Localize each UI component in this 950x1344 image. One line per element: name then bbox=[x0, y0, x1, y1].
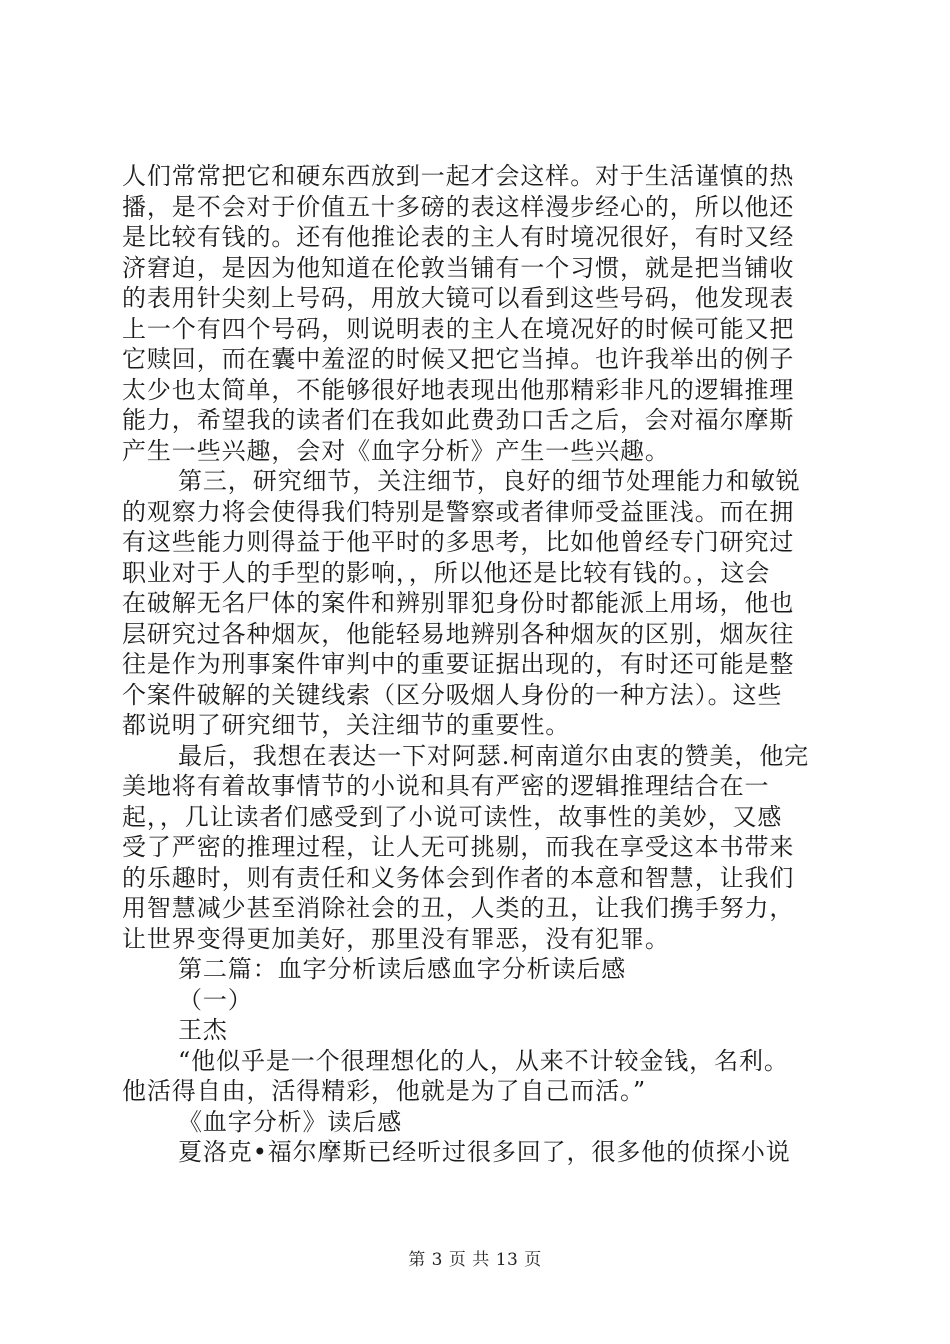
text-line: 他活得自由，活得精彩，他就是为了自己而活。” bbox=[122, 1077, 647, 1105]
text-line: 受了严密的推理过程，让人无可挑剔，而我在享受这本书带来 bbox=[122, 833, 795, 861]
text-line: 是比较有钱的。还有他推论表的主人有时境况很好，有时又经 bbox=[122, 223, 795, 251]
text-line: 能力，希望我的读者们在我如此费劲口舌之后，会对福尔摩斯 bbox=[122, 406, 795, 434]
text-line: 往是作为刑事案件审判中的重要证据出现的，有时还可能是整 bbox=[122, 650, 795, 678]
text-line: 的观察力将会使得我们特别是警察或者律师受益匪浅。而在拥 bbox=[122, 497, 795, 526]
text-line: 播，是不会对于价值五十多磅的表这样漫步经心的，所以他还 bbox=[122, 192, 795, 221]
text-line: 王杰 bbox=[178, 1016, 228, 1044]
text-line: 产生一些兴趣，会对《血字分析》产生一些兴趣。 bbox=[122, 436, 670, 465]
text-line: 有这些能力则得益于他平时的多思考，比如他曾经专门研究过 bbox=[122, 528, 795, 556]
text-line: 在破解无名尸体的案件和辨别罪犯身份时都能派上用场，他也 bbox=[122, 589, 795, 617]
text-line: 太少也太简单，不能够很好地表现出他那精彩非凡的逻辑推理 bbox=[122, 375, 795, 404]
text-line: 人们常常把它和硬东西放到一起才会这样。对于生活谨慎的热 bbox=[122, 162, 795, 190]
text-line: 职业对于人的手型的影响，，所以他还是比较有钱的。，这会 bbox=[122, 558, 771, 587]
text-line: 它赎回，而在囊中羞涩的时候又把它当掉。也许我举出的例子 bbox=[122, 345, 795, 373]
text-line: （一） bbox=[178, 985, 253, 1014]
text-line: 第三，研究细节，关注细节，良好的细节处理能力和敏锐 bbox=[178, 467, 801, 495]
text-line: 用智慧减少甚至消除社会的丑，人类的丑，让我们携手努力， bbox=[122, 894, 795, 922]
page-footer: 第 3 页 共 13 页 bbox=[408, 1250, 542, 1270]
text-line: 最后，我想在表达一下对阿瑟.柯南道尔由衷的赞美，他完 bbox=[178, 741, 810, 770]
text-line: 都说明了研究细节，关注细节的重要性。 bbox=[122, 711, 571, 739]
text-line: 第二篇：血字分析读后感血字分析读后感 bbox=[178, 955, 627, 983]
text-line: 的表用针尖刻上号码，用放大镜可以看到这些号码，他发现表 bbox=[122, 284, 795, 312]
text-line: 《血字分析》读后感 bbox=[178, 1107, 403, 1136]
text-line: 起，，几让读者们感受到了小说可读性，故事性的美妙，又感 bbox=[122, 802, 783, 831]
text-line: 个案件破解的关键线索（区分吸烟人身份的一种方法）。这些 bbox=[122, 680, 783, 709]
text-line: “他似乎是一个很理想化的人，从来不计较金钱，名利。 bbox=[178, 1046, 789, 1075]
text-line: 济窘迫，是因为他知道在伦敦当铺有一个习惯，就是把当铺收 bbox=[122, 253, 795, 282]
text-line: 让世界变得更加美好，那里没有罪恶，没有犯罪。 bbox=[122, 924, 670, 953]
text-line: 的乐趣时，则有责任和义务体会到作者的本意和智慧，让我们 bbox=[122, 863, 795, 892]
text-line: 美地将有着故事情节的小说和具有严密的逻辑推理结合在一 bbox=[122, 772, 770, 800]
text-line: 上一个有四个号码，则说明表的主人在境况好的时候可能又把 bbox=[122, 314, 795, 343]
text-line: 夏洛克•福尔摩斯已经听过很多回了，很多他的侦探小说 bbox=[178, 1138, 791, 1166]
text-line: 层研究过各种烟灰，他能轻易地辨别各种烟灰的区别，烟灰往 bbox=[122, 619, 795, 648]
document-body bbox=[122, 161, 842, 1168]
